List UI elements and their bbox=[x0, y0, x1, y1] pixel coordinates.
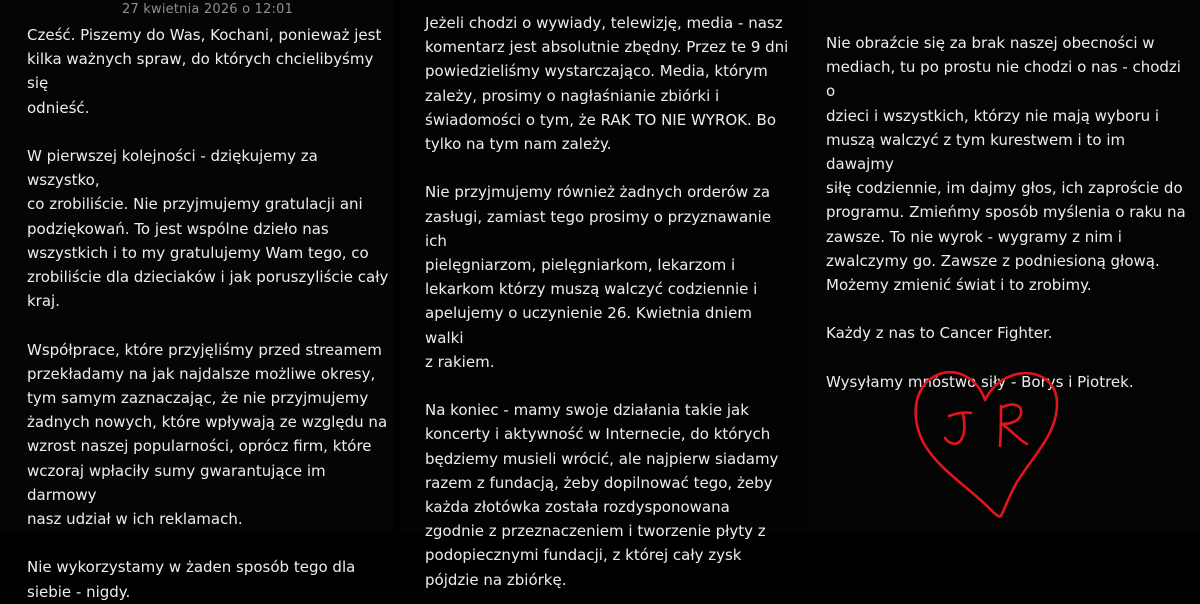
heart-outline bbox=[916, 372, 1057, 516]
paragraph-never: Nie wykorzystamy w żaden sposób tego dla siebie - nigdy. bbox=[27, 558, 356, 601]
paragraph-collaborations: Współprace, które przyjęliśmy przed streamem przekładamy na jak najdalsze możliwe okresy, tym samym zaznaczając, że nie przyjmujemy żadnych nowych, które wpływają ze względu na wzrost naszej popularności, oprócz firm, które wczoraj wpłaciły sumy gwarantujące im darmowy nasz udział w ich reklamach. bbox=[27, 340, 388, 529]
paragraph-thanks: W pierwszej kolejności - dziękujemy za wszystko, co zrobiliście. Nie przyjmujemy gratulacji ani podziękowań. To jest wspólne dzieło nas wszystkich i to my gratulujemy Wam tego, co zrobiliście dla dzieciaków i jak poruszyliście cały kraj. bbox=[27, 147, 389, 311]
note-body-column-3 bbox=[826, 31, 1186, 394]
paragraph-cancer-fighter: Każdy z nas to Cancer Fighter. bbox=[826, 324, 1053, 343]
paragraph-dont-be-offended: Nie obraźcie się za brak naszej obecności w mediach, tu po prostu nie chodzi o nas - chodzi o dzieci i wszystkich, którzy nie mają wyboru i muszą walczyć z tym kurestwem i to im dawajmy siłę codziennie, im dajmy głos, ich zaproście do programu. Zmieńmy sposób myślenia o raku na zawsze. To nie wyrok - wygramy z nim i zwalczymy go. Zawsze z podniesioną głową. Możemy zmienić świat i to zrobimy. bbox=[826, 34, 1186, 295]
note-body-column-2 bbox=[425, 11, 795, 592]
note-body-column-1 bbox=[27, 23, 389, 604]
initial-j bbox=[945, 413, 971, 444]
paragraph-greeting: Cześć. Piszemy do Was, Kochani, ponieważ jest kilka ważnych spraw, do których chcielibyśmy się odnieść. bbox=[27, 26, 382, 117]
hand-drawn-heart-icon bbox=[905, 358, 1065, 523]
paragraph-media: Jeżeli chodzi o wywiady, telewizję, media - nasz komentarz jest absolutnie zbędny. Przez te 9 dni powiedzieliśmy wystarczająco. Media, którym zależy, prosimy o nagłaśnianie zbiórki i świadomości o tym, że RAK TO NIE WYROK. Bo tylko na tym nam zależy. bbox=[425, 14, 789, 154]
note-timestamp: 27 kwietnia 2026 o 12:01 bbox=[122, 2, 294, 17]
paragraph-signature: Wysyłamy mnóstwo siły - Borys i Piotrek. bbox=[826, 372, 1134, 391]
paragraph-finally: Na koniec - mamy swoje działania takie jak koncerty i aktywność w Internecie, do których będziemy musieli wrócić, ale najpierw siadamy razem z fundacją, żeby dopilnować tego, żeby każda złotówka została rozdysponowana zgodnie z przeznaczeniem i tworzenie płyty z podopiecznymi fundacji, z której cały zysk pójdzie na zbiórkę. bbox=[425, 401, 779, 589]
paragraph-orders: Nie przyjmujemy również żadnych orderów za zasługi, zamiast tego prosimy o przyznawanie ich pielęgniarzom, pielęgniarkom, lekarzom i lekarkom którzy muszą walczyć codziennie i apelujemy o uczynienie 26. Kwietnia dniem walki z rakiem. bbox=[425, 183, 772, 371]
initial-r bbox=[1000, 405, 1027, 446]
